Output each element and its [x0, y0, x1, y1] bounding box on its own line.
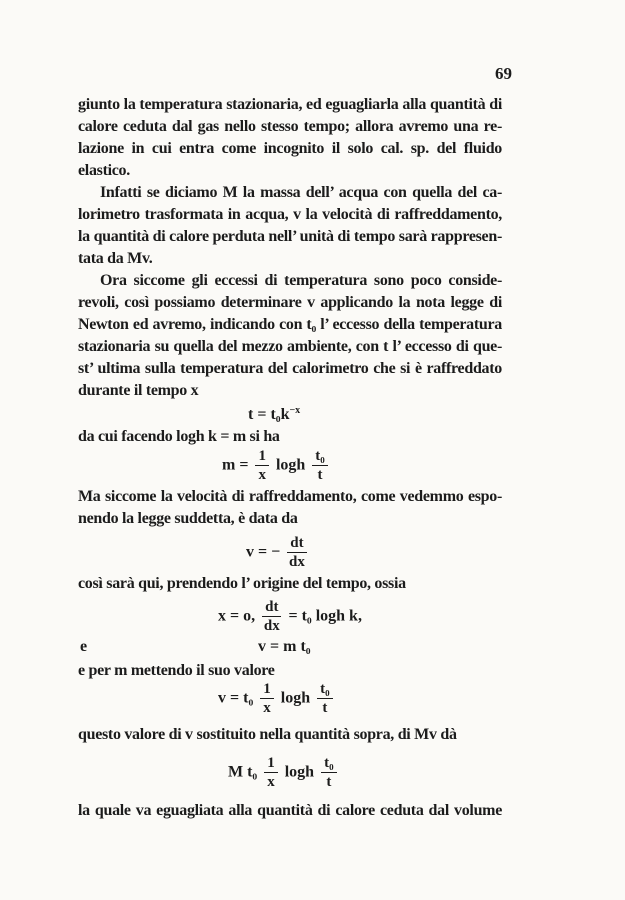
- eq7-num1: 1: [264, 754, 278, 773]
- equation-7: [228, 754, 340, 791]
- eq7-fraction-2: [321, 754, 337, 791]
- eq3-lhs: v = −: [246, 543, 281, 561]
- text-line: Ora siccome gli eccessi di temperatura sono poco conside-: [100, 272, 502, 289]
- eq4-lhs: x = o,: [218, 607, 256, 625]
- eq6-den1: x: [263, 700, 271, 716]
- equation-5: v = m t₀: [258, 638, 311, 655]
- eq3-fraction: [287, 534, 306, 571]
- eq1-lhs: t = t₀k: [248, 406, 290, 423]
- eq6-fraction-2: [317, 680, 333, 717]
- equation-2: [222, 447, 331, 484]
- eq7-den1: x: [267, 774, 275, 790]
- text-line: Infatti se diciamo M la massa dell’ acqua con quella del ca-: [100, 184, 502, 201]
- eq2-fraction-2: [312, 447, 328, 484]
- eq2-logh: logh: [275, 456, 306, 474]
- eq3-den: dx: [288, 554, 305, 570]
- text-line: Newton ed avremo, indicando con t₀ l’ eccesso della temperatura: [78, 316, 502, 333]
- text-line: e per m mettendo il suo valore: [78, 662, 275, 679]
- eq3-num: dt: [287, 534, 306, 553]
- text-line: la quantità di calore perduta nell’ unità di tempo sarà rappresen-: [78, 228, 502, 245]
- eq2-num1: 1: [255, 447, 269, 466]
- text-line: questo valore di v sostituito nella quantità sopra, di Mv dà: [78, 726, 457, 743]
- eq4-num: dt: [262, 598, 281, 617]
- text-line: lazione in cui entra come incognito il solo cal. sp. del fluido: [78, 140, 502, 157]
- text-line: durante il tempo x: [78, 382, 199, 399]
- eq1-exponent: −x: [289, 405, 301, 416]
- text-line: così sarà qui, prendendo l’ origine del tempo, ossia: [78, 575, 406, 592]
- page-number: 69: [495, 64, 512, 83]
- equation-3: [246, 534, 310, 571]
- text-line: la quale va eguagliata alla quantità di calore ceduta dal volume: [78, 802, 502, 819]
- eq4-fraction: [262, 598, 281, 635]
- text-line: Ma siccome la velocità di raffreddamento, come vedemmo espo-: [78, 488, 502, 505]
- text-line: revoli, così possiamo determinare v applicando la nota legge di: [78, 294, 502, 311]
- text-line: nendo la legge suddetta, è data da: [78, 510, 298, 527]
- eq7-num2: t₀: [321, 754, 337, 773]
- equation-6: [218, 680, 336, 717]
- eq4-den: dx: [263, 618, 280, 634]
- eq6-den2: t: [322, 700, 328, 716]
- text-line: calore ceduta dal gas nello stesso tempo; allora avremo una re-: [78, 118, 502, 135]
- eq2-den1: x: [258, 467, 266, 483]
- text-line: st’ ultima sulla temperatura del calorimetro che si è raffreddato: [78, 360, 502, 377]
- eq6-lhs: v = t₀: [218, 689, 254, 707]
- eq7-den2: t: [326, 774, 332, 790]
- eq4-rhs: = t₀ logh k,: [288, 607, 362, 625]
- text-line: giunto la temperatura stazionaria, ed eguagliarla alla quantità di: [78, 96, 502, 113]
- eq6-num2: t₀: [317, 680, 333, 699]
- eq2-fraction-1: [255, 447, 269, 484]
- eq5-left: e: [80, 638, 88, 655]
- eq2-den2: t: [317, 467, 323, 483]
- eq2-lhs: m =: [222, 456, 249, 474]
- eq7-logh: logh: [284, 763, 315, 781]
- eq6-fraction-1: [260, 680, 274, 717]
- equation-4: [218, 598, 362, 635]
- text-line: da cui facendo logh k = m si ha: [78, 428, 280, 445]
- equation-1: [248, 405, 300, 424]
- text-line: tata da Mv.: [78, 250, 153, 267]
- eq7-fraction-1: [264, 754, 278, 791]
- eq6-num1: 1: [260, 680, 274, 699]
- eq7-lhs: M t₀: [228, 763, 258, 781]
- text-line: elastico.: [78, 162, 130, 179]
- text-line: stazionaria su quella del mezzo ambiente, con t l’ eccesso di que-: [78, 338, 502, 355]
- text-line: lorimetro trasformata in acqua, v la velocità di raffreddamento,: [78, 206, 502, 223]
- eq6-logh: logh: [280, 689, 311, 707]
- eq2-num2: t₀: [312, 447, 328, 466]
